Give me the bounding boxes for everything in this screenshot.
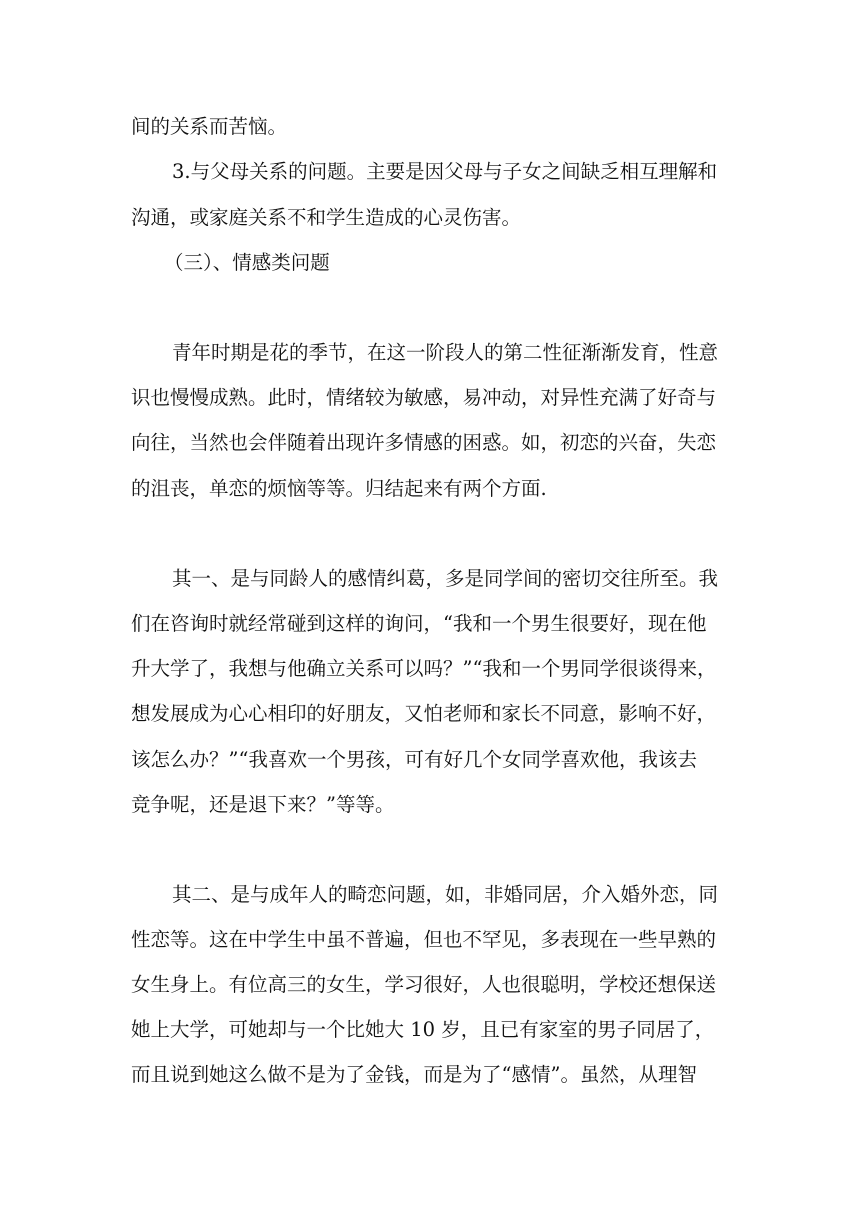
- paragraph-line: 其二、是与成年人的畸恋问题，如，非婚同居，介入婚外恋，同: [172, 883, 719, 906]
- continuation-line: 间的关系而苦恼。: [131, 115, 288, 138]
- paragraph-line: 性恋等。这在中学生中虽不普遍，但也不罕见，多表现在一些早熟的: [131, 928, 717, 951]
- paragraph-line: 女生身上。有位高三的女生，学习很好，人也很聪明，学校还想保送: [131, 973, 717, 996]
- paragraph-line: 想发展成为心心相印的好朋友，又怕老师和家长不同意，影响不好，: [131, 702, 717, 725]
- paragraph-line: 青年时期是花的季节，在这一阶段人的第二性征渐渐发育，性意: [172, 341, 719, 364]
- section-heading: （三）、情感类问题: [164, 251, 330, 274]
- paragraph-line: 其一、是与同龄人的感情纠葛，多是同学间的密切交往所至。我: [172, 567, 719, 590]
- item-3-line-2: 沟通，或家庭关系不和学生造成的心灵伤害。: [131, 206, 522, 229]
- paragraph-line: 的沮丧，单恋的烦恼等等。归结起来有两个方面.: [131, 477, 547, 500]
- paragraph-line: 向往，当然也会伴随着出现许多情感的困惑。如，初恋的兴奋，失恋: [131, 431, 717, 454]
- paragraph-line: 该怎么办？”“我喜欢一个男孩，可有好几个女同学喜欢他，我该去: [131, 748, 697, 771]
- paragraph-line: 们在咨询时就经常碰到这样的询问，“我和一个男生很要好，现在他: [131, 612, 707, 635]
- paragraph-line: 而且说到她这么做不是为了金钱，而是为了“感情”。虽然，从理智: [131, 1063, 697, 1086]
- paragraph-line: 升大学了，我想与他确立关系可以吗？”“我和一个男同学很谈得来，: [131, 657, 717, 680]
- paragraph-line: 她上大学，可她却与一个比她大 10 岁，且已有家室的男子同居了，: [131, 1018, 715, 1041]
- paragraph-line: 竞争呢，还是退下来？”等等。: [131, 793, 395, 816]
- paragraph-line: 识也慢慢成熟。此时，情绪较为敏感，易冲动，对异性充满了好奇与: [131, 386, 717, 409]
- item-3-line-1: 3.与父母关系的问题。主要是因父母与子女之间缺乏相互理解和: [172, 160, 718, 183]
